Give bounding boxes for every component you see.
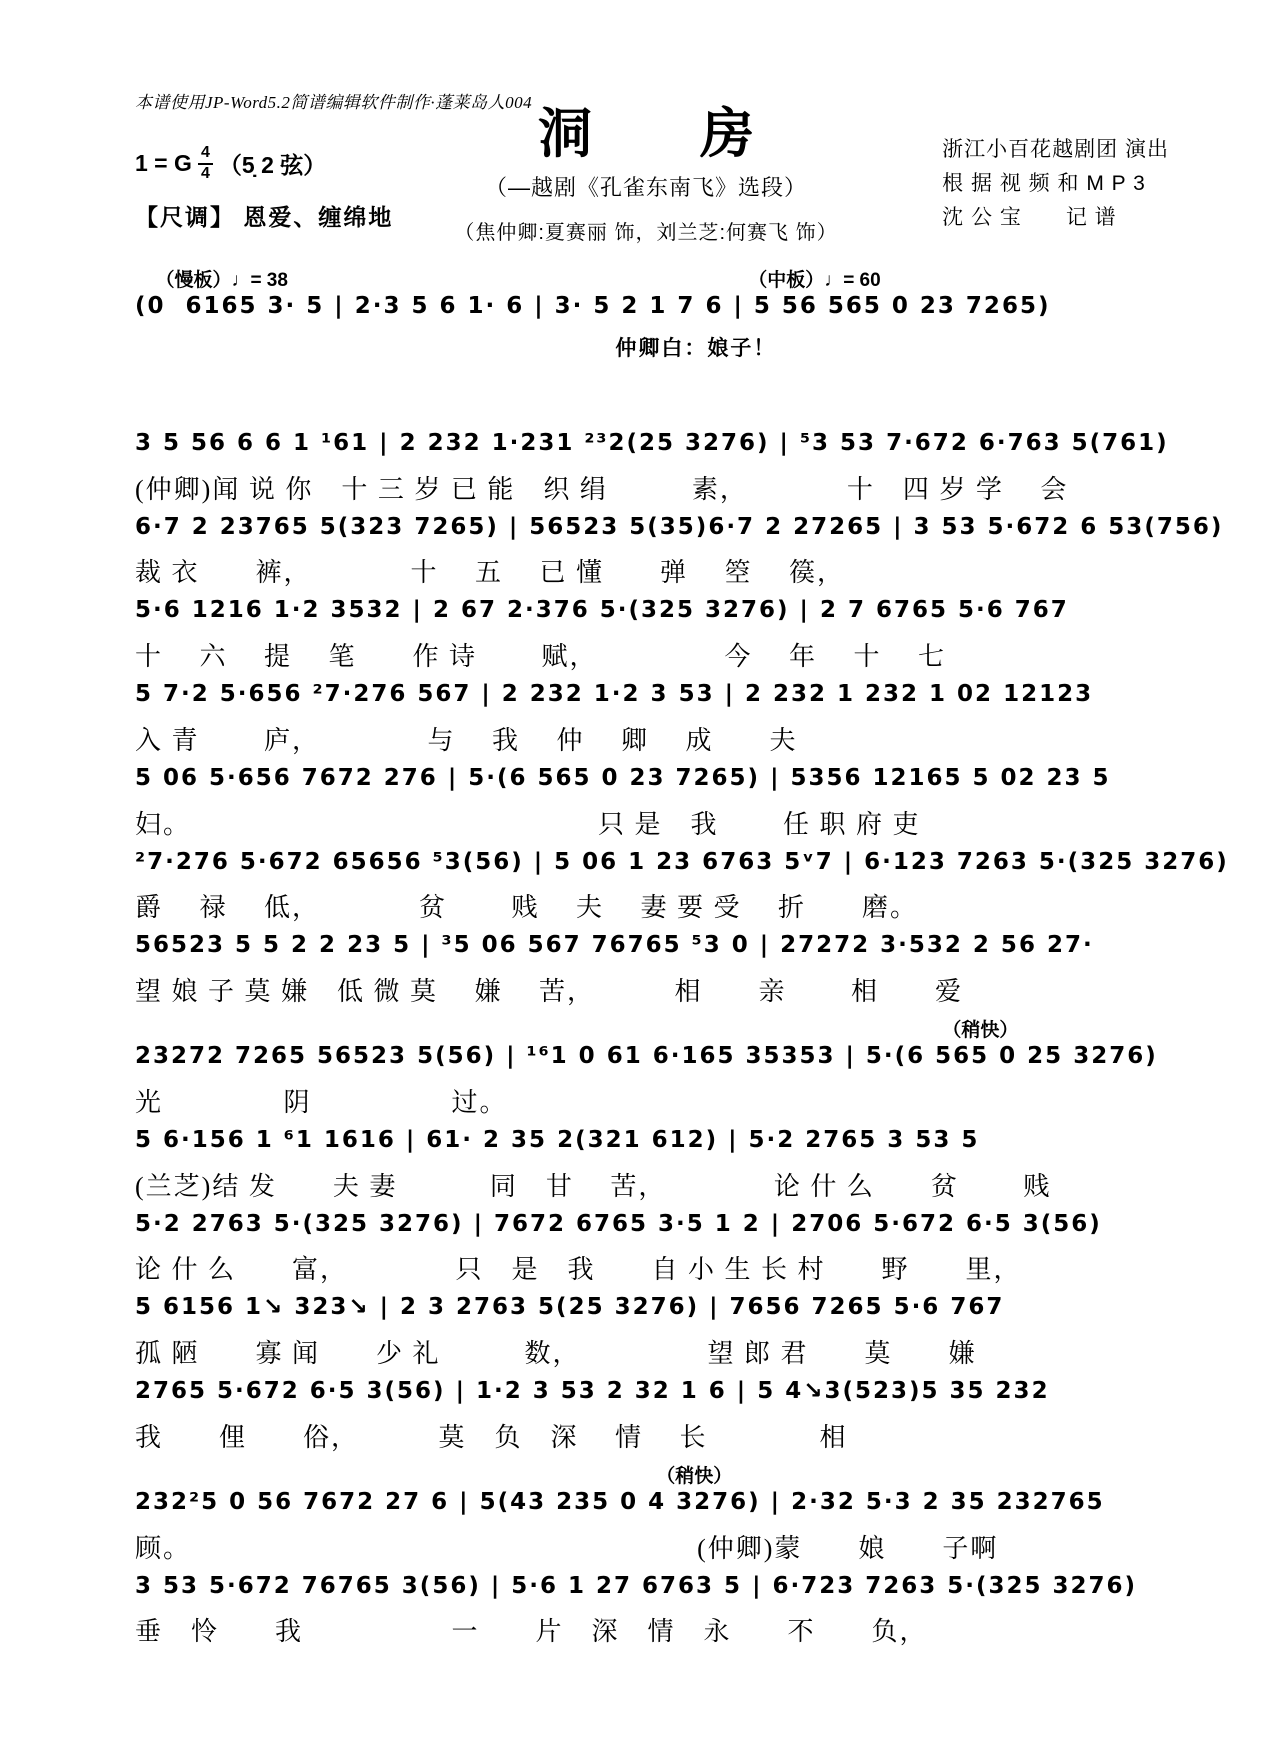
tempo-marking: （稍快） bbox=[942, 1020, 1019, 1041]
music-line bbox=[135, 1210, 1157, 1287]
watermark-text: 本谱使用JP-Word5.2简谱编辑软件制作·蓬莱岛人004 bbox=[135, 93, 533, 112]
notation-row: 5 6·156 1 ⁶1 1616 | 61· 2 35 2(321 612) | 5·2 2765 3 53 5 bbox=[135, 1126, 980, 1153]
lyrics-row: 论 什 么 富， 只 是 我 自 小 生 长 村 野 里， bbox=[135, 1255, 1022, 1285]
music-line bbox=[135, 265, 1157, 422]
music-line bbox=[135, 1293, 1157, 1370]
lyrics-row: 我 俚 俗， 莫 负 深 情 长 相 bbox=[135, 1422, 848, 1452]
lyrics-row: 垂 怜 我 一 片 深 情 永 不 负， bbox=[135, 1617, 928, 1647]
notation-row: 56523 5 5 2 2 23 5 | ³5 06 567 76765 ⁵3 0 | 27272 3·532 2 56 27· bbox=[135, 932, 1094, 959]
tempo-marking: （慢板）♩= 38 bbox=[155, 270, 288, 291]
credit-troupe: 浙江小百花越剧团 演出 bbox=[942, 138, 1169, 161]
notation-row: 232²5 0 56 7672 27 6 | 5(43 235 0 4 3276) | 2·32 5·3 2 35 232765 bbox=[135, 1488, 1105, 1515]
music-line bbox=[135, 1461, 1157, 1565]
notation-row: 5 6156 1↘ 323↘ | 2 3 2763 5(25 3276) | 7656 7265 5·6 767 bbox=[135, 1294, 1005, 1321]
music-system bbox=[135, 265, 1229, 1648]
music-line bbox=[135, 1377, 1157, 1454]
music-line bbox=[135, 1572, 1157, 1649]
subtitle: （—越剧《孔雀东南飞》选段） bbox=[484, 175, 807, 200]
lyrics-row: 光 阴 过。 bbox=[135, 1087, 508, 1117]
meter-fraction bbox=[198, 145, 213, 183]
music-line bbox=[135, 429, 1169, 506]
spoken-dialogue: (仲卿)蒙 娘 子啊 bbox=[697, 1533, 999, 1563]
notation-row: 6·7 2 23765 5(323 7265) | 56523 5(35)6·7 2 27265 | 3 53 5·672 6 53(756) bbox=[135, 513, 1224, 540]
tempo-marking: （稍快） bbox=[656, 1465, 733, 1487]
notation-row: 2765 5·672 6·5 3(56) | 1·2 3 53 2 32 1 6 | 5 4↘3(523)5 35 232 bbox=[135, 1378, 1050, 1404]
notation-row: 3 53 5·672 76765 3(56) | 5·6 1 27 6763 5 | 6·723 7263 5·(325 3276) bbox=[135, 1572, 1138, 1599]
tempo-marks-row bbox=[135, 1015, 1157, 1042]
lyric-fragment: 顾。 bbox=[135, 1533, 192, 1563]
notation-row: 5 7·2 5·656 ²7·276 567 | 2 232 1·2 3 53 | 2 232 1 232 1 02 12123 bbox=[135, 681, 1094, 707]
mode-label: 【尺调】 恩爱、缠绵地 bbox=[135, 204, 394, 230]
music-line bbox=[135, 848, 1229, 925]
credit-transcriber: 沈 公 宝 记 谱 bbox=[942, 206, 1117, 230]
lyrics-row: 孤 陋 寡 闻 少 礼 数， 望 郎 君 莫 嫌 bbox=[135, 1339, 977, 1368]
lyrics-row bbox=[135, 1528, 1157, 1565]
notation-row: 3 5 56 6 6 1 ¹61 | 2 232 1·231 ²³2(25 3276) | ⁵3 53 7·672 6·763 5(761) bbox=[135, 429, 1169, 456]
credits-block bbox=[942, 133, 1169, 235]
lyrics-row: 妇。 只 是 我 任 职 府 吏 bbox=[135, 809, 921, 839]
lyrics-row: (兰芝)结 发 夫 妻 同 甘 苦， 论 什 么 贫 贱 bbox=[135, 1171, 1052, 1201]
lyrics-row bbox=[135, 332, 1157, 422]
tempo-marks-row bbox=[135, 1461, 1157, 1488]
notation-row: 23272 7265 56523 5(56) | ¹⁶1 0 61 6·165 35353 | 5·(6 565 0 25 3276) bbox=[135, 1043, 1158, 1069]
lyrics-row: 十 六 提 笔 作 诗 赋， 今 年 十 七 bbox=[135, 642, 947, 671]
meter-bottom: 4 bbox=[200, 164, 210, 182]
cast-line: （焦仲卿:夏赛丽 饰，刘兰芝:何赛飞 饰） bbox=[454, 222, 838, 244]
notation-row: 5 06 5·656 7672 276 | 5·(6 565 0 23 7265) | 5356 12165 5 02 23 5 bbox=[135, 764, 1111, 791]
lyrics-row: 爵 禄 低， 贫 贱 夫 妻 要 受 折 磨。 bbox=[135, 893, 919, 923]
music-line bbox=[135, 680, 1157, 757]
key-suffix: （5̣ 2 弦） bbox=[218, 152, 327, 179]
notation-row: 5·2 2763 5·(325 3276) | 7672 6765 3·5 1 2 | 2706 5·672 6·5 3(56) bbox=[135, 1210, 1102, 1237]
tempo-marks-row bbox=[135, 265, 1157, 292]
lyrics-row: 入 青 庐， 与 我 仲 卿 成 夫 bbox=[135, 725, 798, 755]
notation-row: ²7·276 5·672 65656 ⁵3(56) | 5 06 1 23 6763 5ᵛ7 | 6·123 7263 5·(325 3276) bbox=[135, 848, 1229, 875]
lyrics-row: 望 娘 子 莫 嫌 低 微 莫 嫌 苦， 相 亲 相 爱 bbox=[135, 977, 964, 1006]
page-title: 洞 房 bbox=[538, 104, 754, 164]
music-line bbox=[135, 764, 1157, 841]
music-line bbox=[135, 1126, 1157, 1203]
music-line bbox=[135, 513, 1224, 590]
notation-row: (0 6165 3· 5 | 2·3 5 6 1· 6 | 3· 5 2 1 7 6 | 5 56 565 0 23 7265) bbox=[135, 293, 1051, 319]
credit-source: 根 据 视 频 和 M P 3 bbox=[942, 172, 1146, 196]
header bbox=[135, 104, 1169, 259]
music-line bbox=[135, 931, 1157, 1008]
music-line bbox=[135, 596, 1157, 673]
music-line bbox=[135, 1015, 1157, 1119]
notation-row: 5·6 1216 1·2 3532 | 2 67 2·376 5·(325 3276) | 2 7 6765 5·6 767 bbox=[135, 597, 1069, 624]
key-signature bbox=[135, 145, 326, 183]
key-prefix: 1 = G bbox=[135, 150, 192, 177]
lyrics-row: 裁 衣 裤， 十 五 已 懂 弹 箜 篌， bbox=[135, 558, 846, 588]
tempo-marking: （中板）♩= 60 bbox=[748, 270, 881, 291]
spoken-dialogue: 仲卿白：娘子！ bbox=[615, 336, 777, 360]
meter-top: 4 bbox=[200, 144, 210, 161]
lyrics-row: (仲卿)闻 说 你 十 三 岁 已 能 织 绢 素， 十 四 岁 学 会 bbox=[135, 474, 1069, 504]
